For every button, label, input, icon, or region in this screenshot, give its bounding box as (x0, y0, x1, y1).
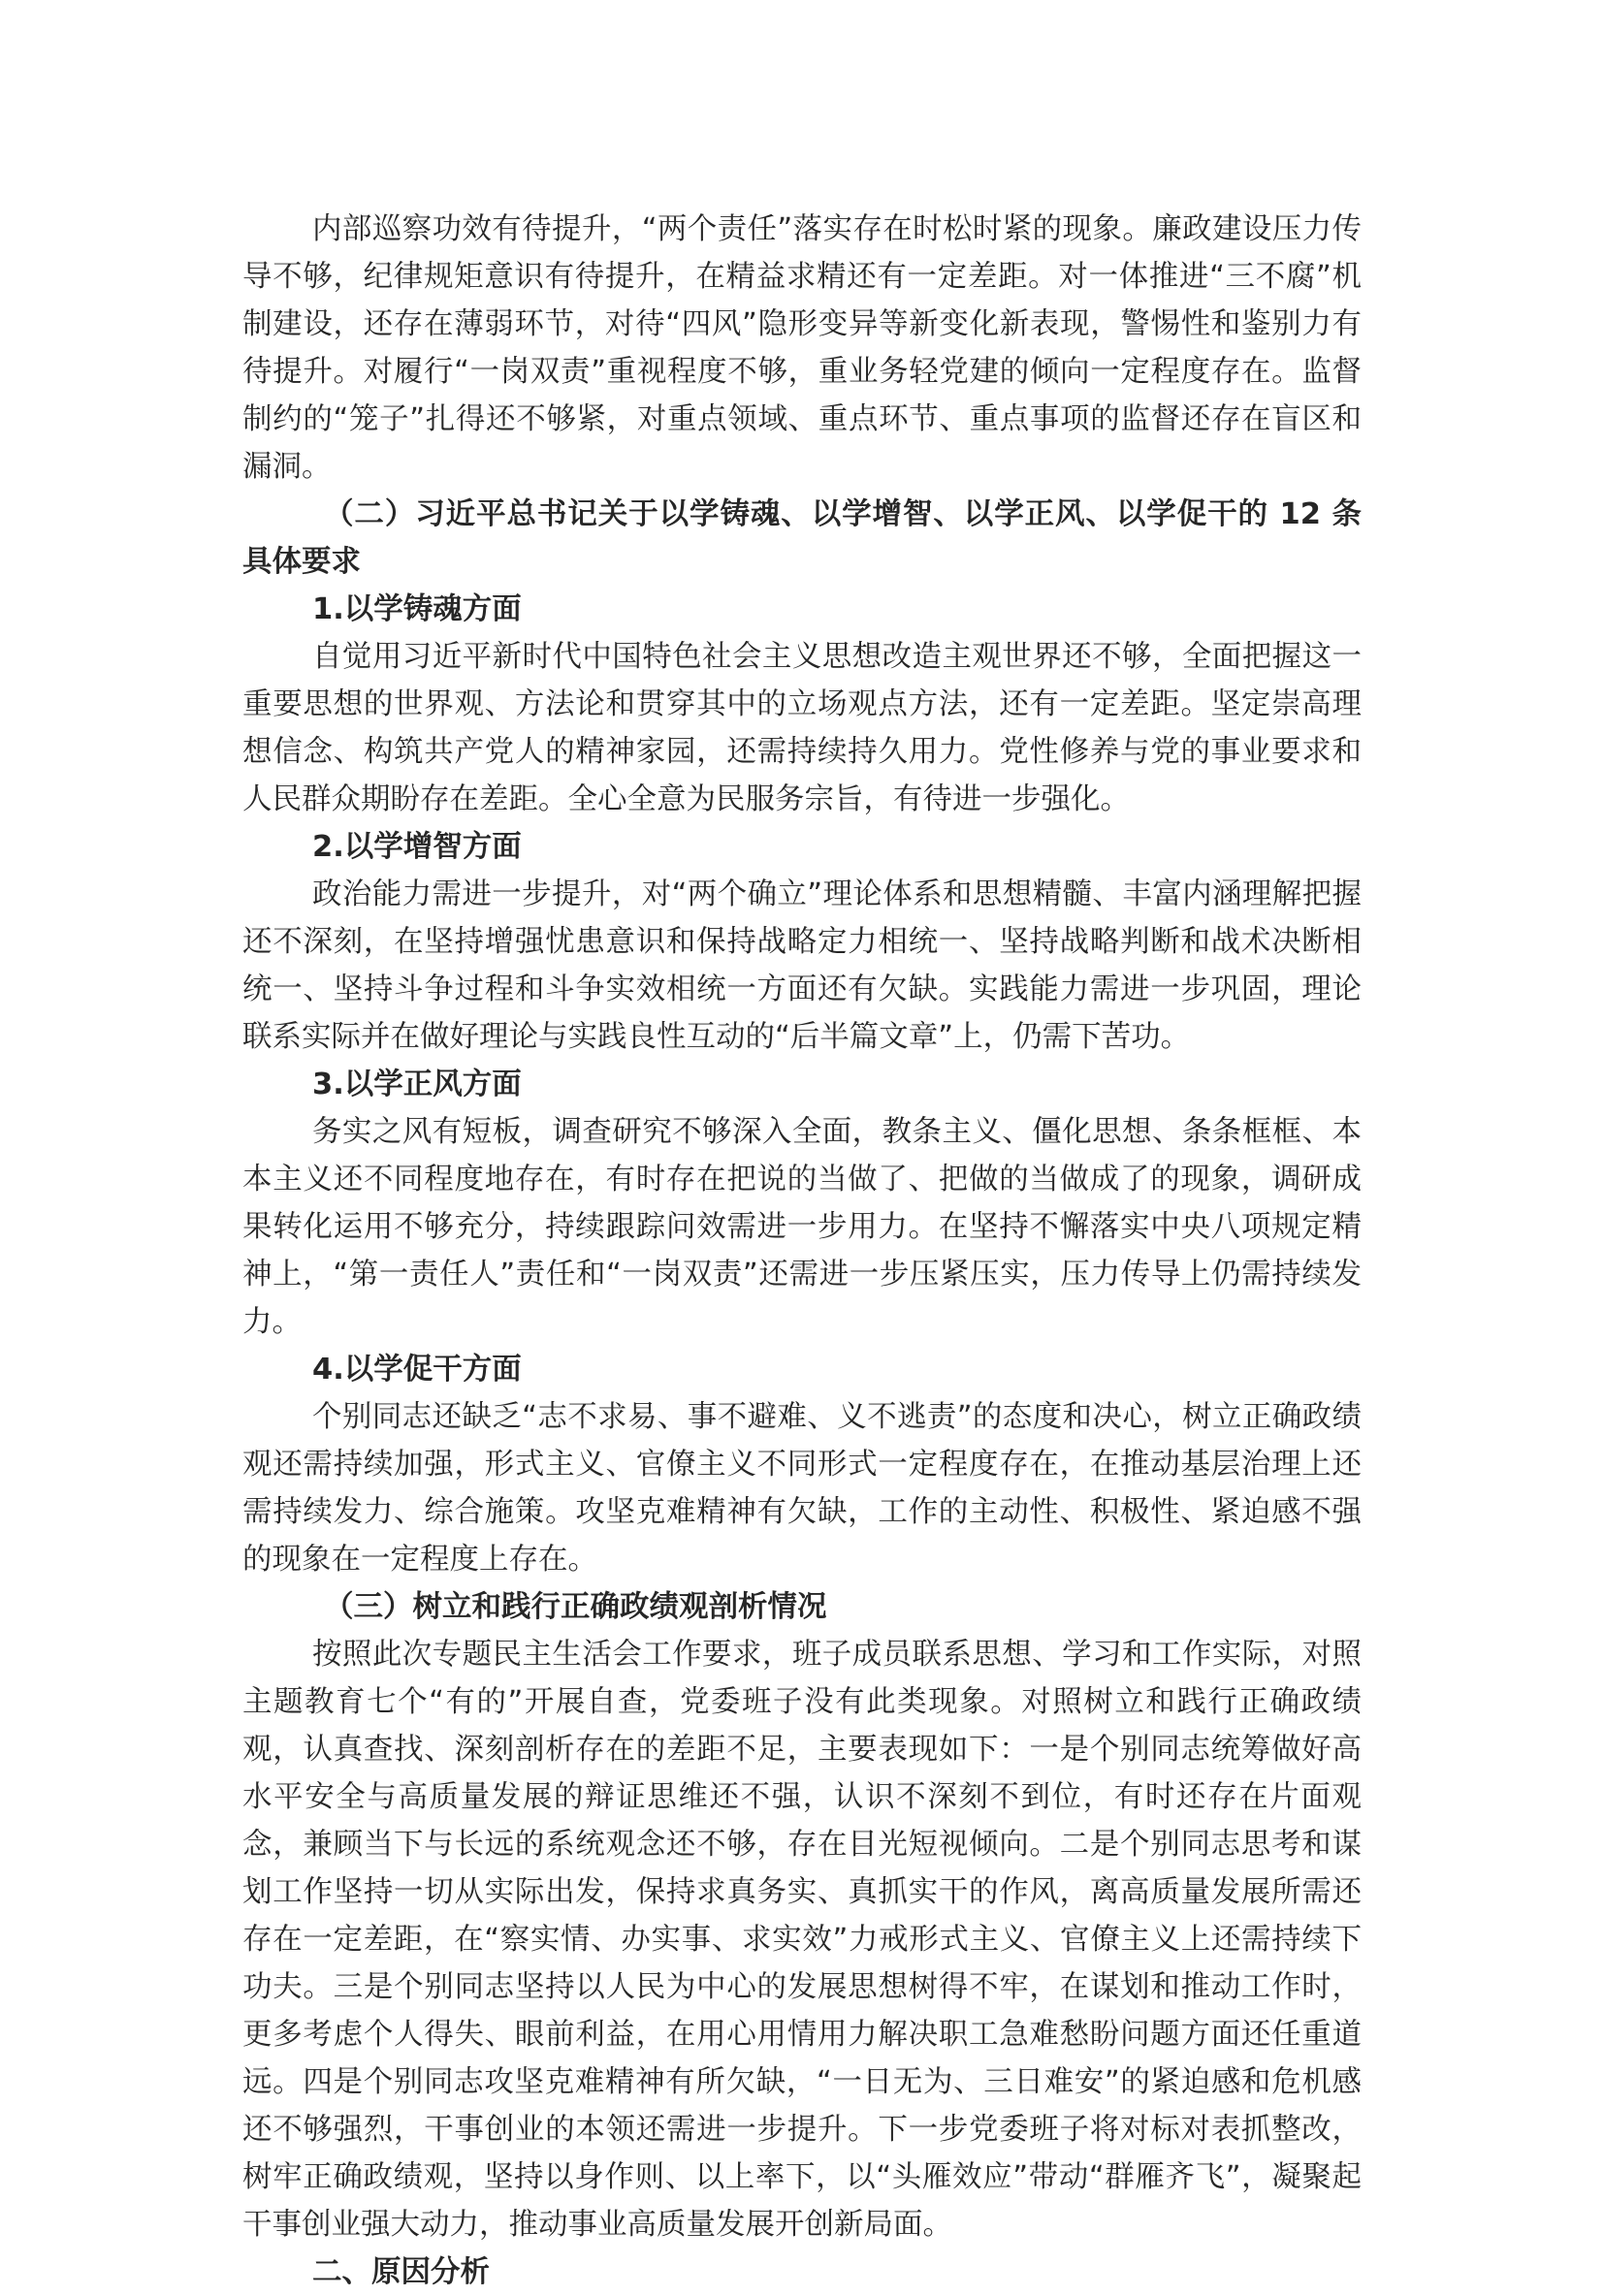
paragraph-4: 个别同志还缺乏“志不求易、事不避难、义不逃责”的态度和决心，树立正确政绩观还需持续加强，形式主义、官僚主义不同形式一定程度存在，在推动基层治理上还需持续发力、综合施策。攻坚克难精神有欠缺，工作的主动性、积极性、紧迫感不强的现象在一定程度上存在。 (242, 1400, 1362, 1577)
paragraph-2: 政治能力需进一步提升，对“两个确立”理论体系和思想精髓、丰富内涵理解把握还不深刻，在坚持增强忧患意识和保持战略定力相统一、坚持战略判断和战术决断相统一、坚持斗争过程和斗争实效相统一方面还有欠缺。实践能力需进一步巩固，理论联系实际并在做好理论与实践良性互动的“后半篇文章”上，仍需下苦功。 (242, 877, 1362, 1054)
subheading-4: 4.以学促干方面 (312, 1353, 522, 1387)
paragraph-intro: 内部巡察功效有待提升，“两个责任”落实存在时松时紧的现象。廉政建设压力传导不够，纪律规矩意识有待提升，在精益求精还有一定差距。对一体推进“三不腐”机制建设，还存在薄弱环节，对待“四风”隐形变异等新变化新表现，警惕性和鉴别力有待提升。对履行“一岗双责”重视程度不够，重业务轻党建的倾向一定程度存在。监督制约的“笼子”扎得还不够紧，对重点领域、重点环节、重点事项的监督还存在盲区和漏洞。 (242, 212, 1362, 484)
paragraph-3: 务实之风有短板，调查研究不够深入全面，教条主义、僵化思想、条条框框、本本主义还不同程度地存在，有时存在把说的当做了、把做的当做成了的现象，调研成果转化运用不够充分，持续跟踪问效需进一步用力。在坚持不懈落实中央八项规定精神上，“第一责任人”责任和“一岗双责”还需进一步压紧压实，压力传导上仍需持续发力。 (242, 1115, 1362, 1339)
section-heading-2: （二）习近平总书记关于以学铸魂、以学增智、以学正风、以学促干的 12 条具体要求 (242, 497, 1362, 579)
document-page (242, 206, 1362, 2296)
subheading-1: 1.以学铸魂方面 (312, 592, 522, 626)
section-heading-3: （三）树立和践行正确政绩观剖析情况 (324, 1590, 827, 1624)
paragraph-section-3: 按照此次专题民主生活会工作要求，班子成员联系思想、学习和工作实际，对照主题教育七个“有的”开展自查，党委班子没有此类现象。对照树立和践行正确政绩观，认真查找、深刻剖析存在的差距不足，主要表现如下：一是个别同志统筹做好高水平安全与高质量发展的辩证思维还不强，认识不深刻不到位，有时还存在片面观念，兼顾当下与长远的系统观念还不够，存在目光短视倾向。二是个别同志思考和谋划工作坚持一切从实际出发，保持求真务实、真抓实干的作风，离高质量发展所需还存在一定差距，在“察实情、办实事、求实效”力戒形式主义、官僚主义上还需持续下功夫。三是个别同志坚持以人民为中心的发展思想树得不牢，在谋划和推动工作时，更多考虑个人得失、眼前利益，在用心用情用力解决职工急难愁盼问题方面还任重道远。四是个别同志攻坚克难精神有所欠缺，“一日无为、三日难安”的紧迫感和危机感还不够强烈，干事创业的本领还需进一步提升。下一步党委班子将对标对表抓整改，树牢正确政绩观，坚持以身作则、以上率下，以“头雁效应”带动“群雁齐飞”，凝聚起干事创业强大动力，推动事业高质量发展开创新局面。 (242, 1638, 1362, 2242)
subheading-3: 3.以学正风方面 (312, 1068, 522, 1101)
subheading-2: 2.以学增智方面 (312, 830, 522, 864)
paragraph-1: 自觉用习近平新时代中国特色社会主义思想改造主观世界还不够，全面把握这一重要思想的世界观、方法论和贯穿其中的立场观点方法，还有一定差距。坚定崇高理想信念、构筑共产党人的精神家园，还需持续持久用力。党性修养与党的事业要求和人民群众期盼存在差距。全心全意为民服务宗旨，有待进一步强化。 (242, 640, 1362, 816)
part-heading-2: 二、原因分析 (312, 2255, 490, 2289)
